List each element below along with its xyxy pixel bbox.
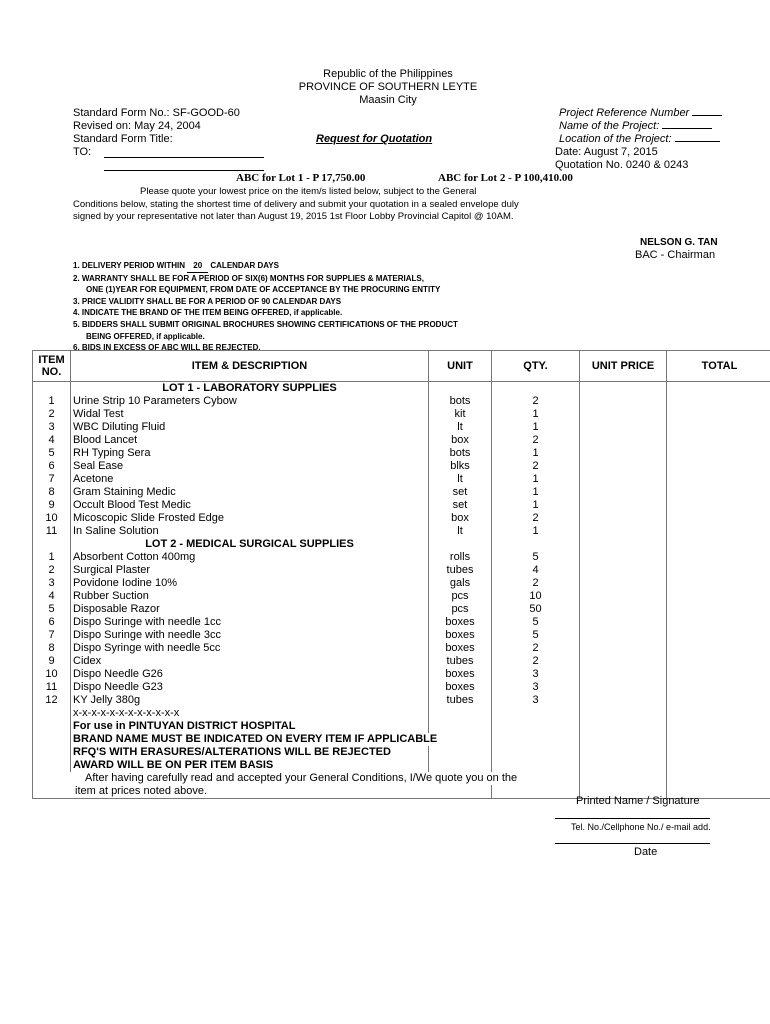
item-unit-price: [580, 525, 667, 538]
to-label: TO:: [73, 146, 92, 158]
item-qty: 1: [492, 525, 580, 538]
item-total: [667, 694, 770, 707]
item-description: Absorbent Cotton 400mg: [71, 551, 429, 564]
note-2: BRAND NAME MUST BE INDICATED ON EVERY ITEM IF APPLICABLE: [71, 733, 492, 746]
condition-2a: 2. WARRANTY SHALL BE FOR A PERIOD OF SIX(6) MONTHS FOR SUPPLIES & MATERIALS,: [73, 273, 424, 283]
acceptance-row-1: [33, 772, 770, 785]
item-unit: boxes: [429, 642, 492, 655]
item-total: [667, 564, 770, 577]
item-total: [667, 395, 770, 408]
condition-2b: ONE (1)YEAR FOR EQUIPMENT, FROM DATE OF ACCEPTANCE BY THE PROCURING ENTITY: [86, 285, 441, 295]
end-marker: x-x-x-x-x-x-x-x-x-x-x-x: [71, 707, 429, 720]
item-unit: gals: [429, 577, 492, 590]
header-unit: UNIT: [429, 351, 492, 382]
item-total: [667, 525, 770, 538]
item-unit: boxes: [429, 668, 492, 681]
item-unit: kit: [429, 408, 492, 421]
table-row: [33, 512, 770, 525]
item-description: In Saline Solution: [71, 525, 429, 538]
instructions-rest: Conditions below, stating the shortest time of delivery and submit your quotation in a sealed envelope duly signed by your representative not later than August 19, 2015 1st Floor Lobby Provincial Capitol @ 10AM.: [73, 198, 519, 222]
project-ref: Project Reference Number: [559, 107, 722, 119]
item-unit: boxes: [429, 616, 492, 629]
item-qty: 3: [492, 668, 580, 681]
table-row: [33, 499, 770, 512]
item-description: Dispo Syringe with needle 5cc: [71, 642, 429, 655]
item-unit: tubes: [429, 655, 492, 668]
item-total: [667, 577, 770, 590]
items-body: [33, 382, 770, 799]
item-unit-price: [580, 551, 667, 564]
item-description: Dispo Suringe with needle 1cc: [71, 616, 429, 629]
item-qty: 2: [492, 460, 580, 473]
item-description: Urine Strip 10 Parameters Cybow: [71, 395, 429, 408]
item-number: 11: [33, 525, 71, 538]
to-line-1: [104, 157, 264, 158]
item-unit-price: [580, 434, 667, 447]
table-row: [33, 460, 770, 473]
document-date: Date: August 7, 2015: [555, 146, 658, 158]
item-unit: tubes: [429, 694, 492, 707]
note-3: RFQ'S WITH ERASURES/ALTERATIONS WILL BE REJECTED: [71, 746, 429, 759]
note-1: For use in PINTUYAN DISTRICT HOSPITAL: [71, 720, 429, 733]
condition-5a: 5. BIDDERS SHALL SUBMIT ORIGINAL BROCHURES SHOWING CERTIFICATIONS OF THE PRODUCT: [73, 319, 458, 329]
item-number: 5: [33, 447, 71, 460]
item-total: [667, 668, 770, 681]
item-unit: pcs: [429, 590, 492, 603]
item-number: 5: [33, 603, 71, 616]
item-unit-price: [580, 577, 667, 590]
item-number: 3: [33, 577, 71, 590]
table-row: [33, 655, 770, 668]
item-description: KY Jelly 380g: [71, 694, 429, 707]
contact-label: Tel. No./Cellphone No./ e-mail add.: [571, 822, 711, 832]
item-number: 6: [33, 460, 71, 473]
item-unit-price: [580, 590, 667, 603]
quotation-number: Quotation No. 0240 & 0243: [555, 159, 689, 171]
item-qty: 2: [492, 512, 580, 525]
table-row: [33, 629, 770, 642]
item-total: [667, 460, 770, 473]
item-qty: 3: [492, 681, 580, 694]
item-description: Dispo Suringe with needle 3cc: [71, 629, 429, 642]
item-number: 6: [33, 616, 71, 629]
item-unit: bots: [429, 395, 492, 408]
item-total: [667, 603, 770, 616]
condition-5b: BEING OFFERED, if applicable.: [86, 331, 205, 341]
item-qty: 3: [492, 694, 580, 707]
acceptance-text-2: item at prices noted above.: [33, 785, 492, 799]
item-qty: 10: [492, 590, 580, 603]
item-description: Widal Test: [71, 408, 429, 421]
item-total: [667, 590, 770, 603]
item-description: Disposable Razor: [71, 603, 429, 616]
item-qty: 1: [492, 499, 580, 512]
item-number: 10: [33, 668, 71, 681]
item-unit: tubes: [429, 564, 492, 577]
conditions-list: [73, 260, 458, 354]
header-qty: QTY.: [492, 351, 580, 382]
item-total: [667, 681, 770, 694]
table-row: [33, 408, 770, 421]
table-row: [33, 395, 770, 408]
item-unit-price: [580, 642, 667, 655]
to-line-2: [104, 170, 264, 171]
note-row: [33, 733, 770, 746]
abc-lot2: ABC for Lot 2 - P 100,410.00: [438, 172, 573, 184]
contact-line: [555, 818, 710, 819]
header-item-desc: ITEM & DESCRIPTION: [71, 351, 429, 382]
condition-6: 6. BIDS IN EXCESS OF ABC WILL BE REJECTED.: [73, 343, 261, 353]
table-row: [33, 668, 770, 681]
item-qty: 50: [492, 603, 580, 616]
item-number: 4: [33, 434, 71, 447]
table-row: [33, 681, 770, 694]
item-unit-price: [580, 629, 667, 642]
instructions-first-line: Please quote your lowest price on the item/s listed below, subject to the General: [140, 186, 477, 197]
item-qty: 2: [492, 655, 580, 668]
table-row: [33, 421, 770, 434]
item-description: Occult Blood Test Medic: [71, 499, 429, 512]
revised-date: Revised on: May 24, 2004: [73, 120, 201, 132]
item-qty: 1: [492, 408, 580, 421]
item-total: [667, 408, 770, 421]
item-unit: set: [429, 486, 492, 499]
table-row: [33, 603, 770, 616]
item-qty: 5: [492, 551, 580, 564]
item-unit: lt: [429, 473, 492, 486]
item-unit-price: [580, 408, 667, 421]
table-header-row: [33, 351, 770, 382]
item-qty: 4: [492, 564, 580, 577]
acceptance-text-1: After having carefully read and accepted your General Conditions, I/We quote you on the: [33, 772, 580, 785]
item-description: WBC Diluting Fluid: [71, 421, 429, 434]
item-unit: boxes: [429, 629, 492, 642]
item-total: [667, 421, 770, 434]
item-unit: rolls: [429, 551, 492, 564]
lot2-title-row: [33, 538, 770, 551]
item-description: Seal Ease: [71, 460, 429, 473]
condition-1: 1. DELIVERY PERIOD WITHIN 20 CALENDAR DAYS: [73, 260, 458, 273]
item-description: Blood Lancet: [71, 434, 429, 447]
table-row: [33, 642, 770, 655]
item-unit: set: [429, 499, 492, 512]
table-row: [33, 525, 770, 538]
header-city: Maasin City: [359, 94, 417, 106]
item-description: Dispo Needle G26: [71, 668, 429, 681]
project-name: Name of the Project:: [559, 120, 712, 132]
lot1-title-row: [33, 382, 770, 396]
item-unit-price: [580, 499, 667, 512]
item-description: Cidex: [71, 655, 429, 668]
signatory-name: NELSON G. TAN: [640, 237, 718, 248]
header-republic: Republic of the Philippines: [323, 68, 453, 80]
table-row: [33, 447, 770, 460]
table-row: [33, 551, 770, 564]
item-total: [667, 629, 770, 642]
item-description: Dispo Needle G23: [71, 681, 429, 694]
table-row: [33, 564, 770, 577]
item-total: [667, 616, 770, 629]
item-unit: box: [429, 512, 492, 525]
item-total: [667, 499, 770, 512]
lot1-title: LOT 1 - LABORATORY SUPPLIES: [71, 382, 429, 396]
item-description: RH Typing Sera: [71, 447, 429, 460]
table-row: [33, 434, 770, 447]
item-unit-price: [580, 681, 667, 694]
item-unit-price: [580, 603, 667, 616]
item-description: Gram Staining Medic: [71, 486, 429, 499]
item-number: 12: [33, 694, 71, 707]
item-description: Povidone Iodine 10%: [71, 577, 429, 590]
note-4: AWARD WILL BE ON PER ITEM BASIS: [71, 759, 429, 772]
item-number: 1: [33, 395, 71, 408]
item-unit-price: [580, 655, 667, 668]
item-qty: 1: [492, 447, 580, 460]
table-row: [33, 694, 770, 707]
item-total: [667, 642, 770, 655]
note-row: [33, 720, 770, 733]
lot2-title: LOT 2 - MEDICAL SURGICAL SUPPLIES: [71, 538, 429, 551]
item-qty: 1: [492, 473, 580, 486]
header-unit-price: UNIT PRICE: [580, 351, 667, 382]
item-unit: blks: [429, 460, 492, 473]
note-row: [33, 746, 770, 759]
item-number: 9: [33, 655, 71, 668]
item-unit-price: [580, 564, 667, 577]
item-unit: box: [429, 434, 492, 447]
signatory-title: BAC - Chairman: [635, 249, 716, 261]
item-total: [667, 551, 770, 564]
items-table: [32, 350, 770, 799]
table-row: [33, 577, 770, 590]
date-label: Date: [634, 846, 658, 858]
abc-lot1: ABC for Lot 1 - P 17,750.00: [236, 172, 366, 184]
item-qty: 5: [492, 629, 580, 642]
item-total: [667, 473, 770, 486]
item-unit: boxes: [429, 681, 492, 694]
item-unit: pcs: [429, 603, 492, 616]
form-title-label: Standard Form Title:: [73, 133, 173, 145]
item-qty: 2: [492, 577, 580, 590]
item-number: 7: [33, 629, 71, 642]
item-total: [667, 486, 770, 499]
item-number: 2: [33, 564, 71, 577]
table-row: [33, 486, 770, 499]
item-total: [667, 434, 770, 447]
date-line: [555, 843, 710, 844]
item-number: 3: [33, 421, 71, 434]
item-number: 8: [33, 486, 71, 499]
form-number: Standard Form No.: SF-GOOD-60: [73, 107, 240, 119]
item-number: 2: [33, 408, 71, 421]
project-location: Location of the Project:: [559, 133, 720, 145]
item-description: Rubber Suction: [71, 590, 429, 603]
item-number: 9: [33, 499, 71, 512]
item-qty: 2: [492, 434, 580, 447]
table-row: [33, 473, 770, 486]
item-unit-price: [580, 616, 667, 629]
table-row: [33, 590, 770, 603]
item-total: [667, 512, 770, 525]
item-unit-price: [580, 421, 667, 434]
item-unit: lt: [429, 525, 492, 538]
header-item-no: ITEM NO.: [33, 351, 71, 382]
instructions-paragraph: [73, 186, 548, 224]
item-number: 7: [33, 473, 71, 486]
item-unit-price: [580, 447, 667, 460]
item-number: 10: [33, 512, 71, 525]
end-marker-row: [33, 707, 770, 720]
header-total: TOTAL: [667, 351, 770, 382]
condition-3: 3. PRICE VALIDITY SHALL BE FOR A PERIOD OF 90 CALENDAR DAYS: [73, 296, 342, 306]
item-unit-price: [580, 395, 667, 408]
item-number: 11: [33, 681, 71, 694]
item-number: 8: [33, 642, 71, 655]
item-unit-price: [580, 512, 667, 525]
item-unit-price: [580, 694, 667, 707]
page-title: Request for Quotation: [316, 133, 433, 145]
condition-4: 4. INDICATE THE BRAND OF THE ITEM BEING OFFERED, if applicable.: [73, 308, 343, 318]
table-row: [33, 616, 770, 629]
item-unit-price: [580, 486, 667, 499]
item-qty: 1: [492, 486, 580, 499]
item-qty: 5: [492, 616, 580, 629]
item-qty: 2: [492, 395, 580, 408]
header-province: PROVINCE OF SOUTHERN LEYTE: [298, 81, 478, 93]
item-qty: 1: [492, 421, 580, 434]
item-description: Micoscopic Slide Frosted Edge: [71, 512, 429, 525]
item-description: Acetone: [71, 473, 429, 486]
item-description: Surgical Plaster: [71, 564, 429, 577]
item-total: [667, 655, 770, 668]
item-unit-price: [580, 668, 667, 681]
item-number: 4: [33, 590, 71, 603]
note-row: [33, 759, 770, 772]
item-unit-price: [580, 460, 667, 473]
printed-name-label: Printed Name / Signature: [576, 795, 700, 807]
item-total: [667, 447, 770, 460]
item-unit: lt: [429, 421, 492, 434]
item-unit: bots: [429, 447, 492, 460]
item-qty: 2: [492, 642, 580, 655]
item-unit-price: [580, 473, 667, 486]
item-number: 1: [33, 551, 71, 564]
